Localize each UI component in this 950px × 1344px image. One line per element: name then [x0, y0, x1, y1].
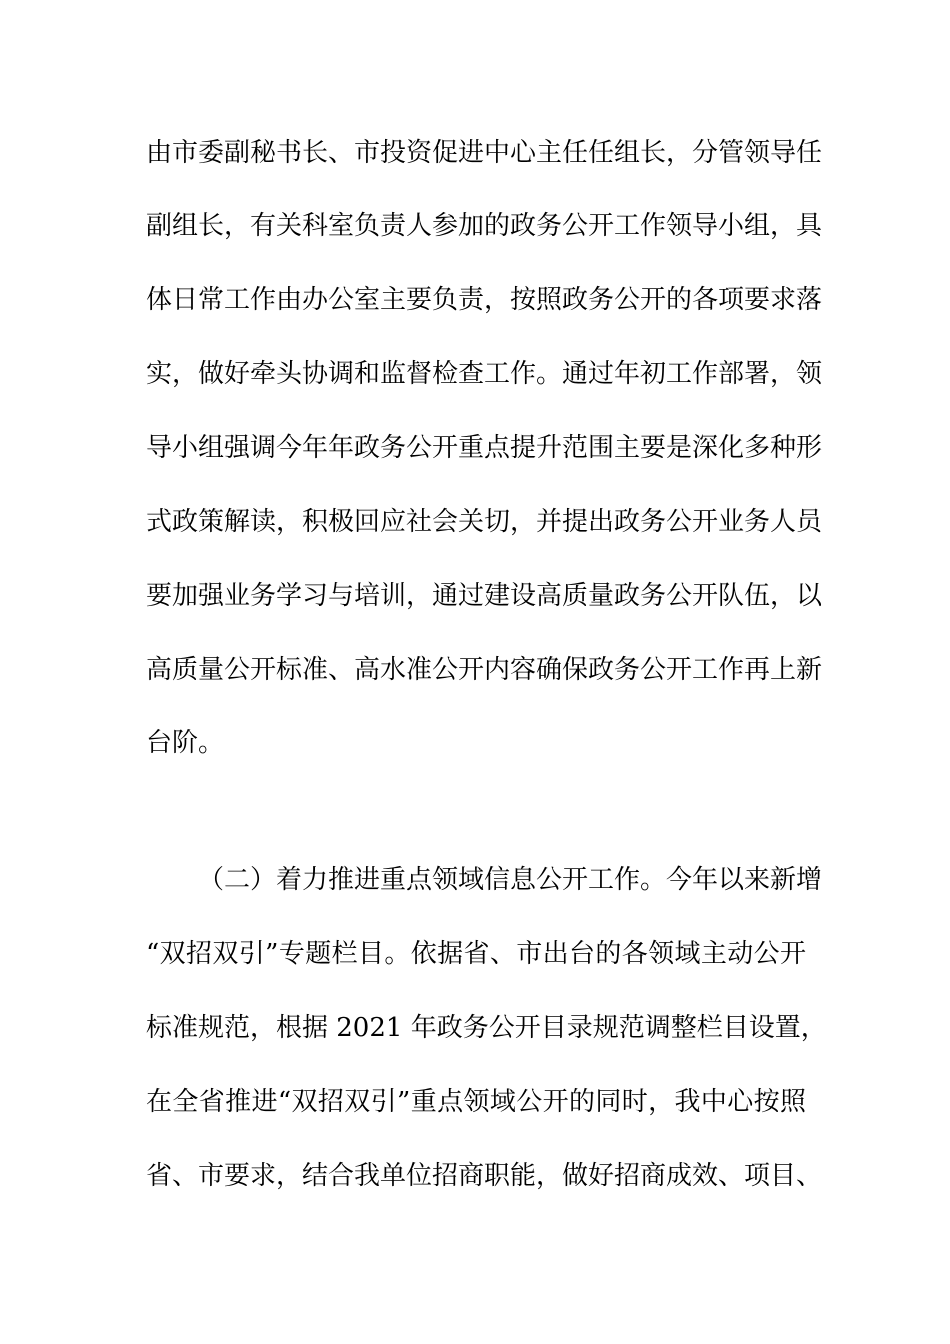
paragraph-line: 由市委副秘书长、市投资促进中心主任任组长，分管领导任 — [146, 138, 823, 168]
paragraph-line: 导小组强调今年年政务公开重点提升范围主要是深化多种形 — [146, 433, 823, 463]
paragraph-line: 实，做好牵头协调和监督检查工作。通过年初工作部署，领 — [146, 359, 823, 389]
paragraph-line: 要加强业务学习与培训，通过建设高质量政务公开队伍，以 — [146, 581, 823, 611]
paragraph-line: 标准规范，根据 2021 年政务公开目录规范调整栏目设置， — [146, 1013, 827, 1043]
paragraph-line: 省、市要求，结合我单位招商职能，做好招商成效、项目、 — [146, 1161, 823, 1191]
section-heading-line: （二）着力推进重点领域信息公开工作。今年以来新增 — [198, 865, 823, 895]
paragraph-line: 体日常工作由办公室主要负责，按照政务公开的各项要求落 — [146, 285, 823, 315]
paragraph-line: 高质量公开标准、高水准公开内容确保政务公开工作再上新 — [146, 655, 823, 685]
paragraph-line: “双招双引”专题栏目。依据省、市出台的各领域主动公开 — [146, 939, 806, 969]
paragraph-line: 台阶。 — [146, 728, 225, 758]
paragraph-line: 在全省推进“双招双引”重点领域公开的同时，我中心按照 — [146, 1087, 806, 1117]
paragraph-line: 副组长，有关科室负责人参加的政务公开工作领导小组，具 — [146, 211, 823, 241]
paragraph-line: 式政策解读，积极回应社会关切，并提出政务公开业务人员 — [146, 507, 823, 537]
